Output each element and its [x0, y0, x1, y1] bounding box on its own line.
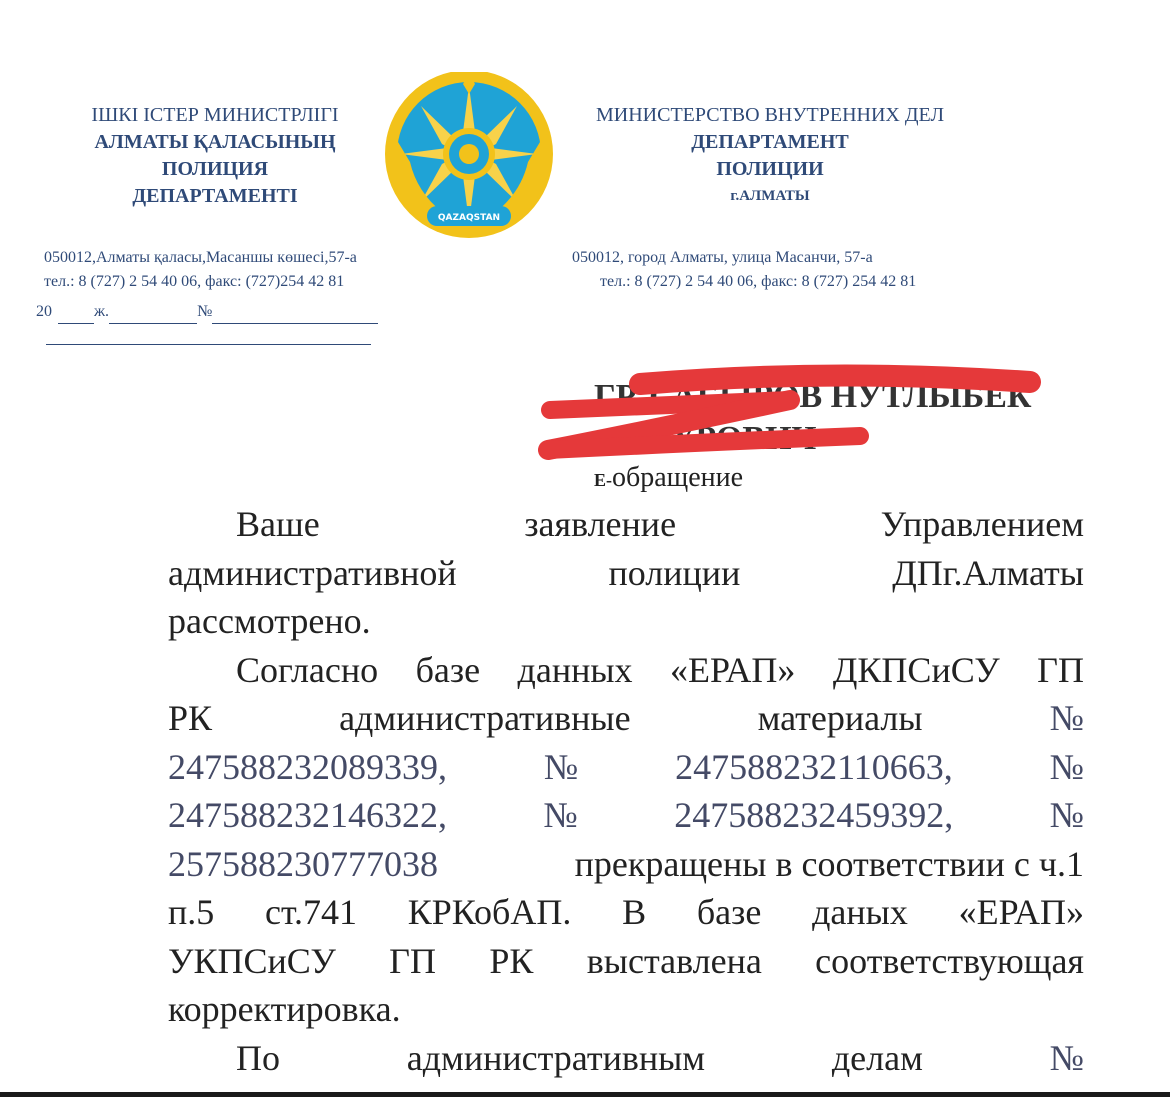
address-left — [44, 246, 357, 294]
p1-word-5: полиции — [608, 552, 741, 593]
p2-word-admin: административные — [339, 698, 631, 738]
header-right-city: г.АЛМАТЫ — [730, 188, 810, 204]
p1-line2 — [168, 549, 1084, 598]
p2-line3 — [168, 743, 1084, 792]
p3-word-1: По — [236, 1037, 280, 1078]
p2-line8: корректировка. — [168, 989, 401, 1029]
registry-number-sign: № — [197, 303, 213, 320]
header-right-department: ДЕПАРТАМЕНТ — [691, 131, 849, 153]
recipient-name-line1: ГР. САБЫРОВ НУТЛЫБЕК — [594, 378, 1032, 415]
emblem-caption: QAZAQSTAN — [437, 213, 501, 223]
p2-word-rk: РК — [168, 698, 213, 738]
p3-word-3: делам — [831, 1037, 923, 1078]
address-left-street: 050012,Алматы қаласы,Масаншы көшесі,57-а — [44, 249, 357, 266]
p3-line1 — [168, 1034, 1084, 1083]
header-right — [560, 102, 980, 210]
recipient-type-label: обращение — [612, 462, 744, 493]
redaction-scribble — [530, 360, 1050, 470]
p2-line5 — [168, 840, 1084, 889]
header-left-ministry: ІШКІ ІСТЕР МИНИСТРЛІГІ — [91, 104, 339, 126]
p2-num-sign-4: № — [543, 795, 578, 835]
p3-num-sign: № — [1049, 1037, 1084, 1078]
header-left-department: ДЕПАРТАМЕНТІ — [132, 185, 298, 207]
p1-line3: рассмотрено. — [168, 601, 371, 641]
address-right-phone: тел.: 8 (727) 2 54 40 06, факс: 8 (727) 254 42 81 — [600, 273, 917, 290]
p1-word-4: административной — [168, 552, 457, 593]
p3-word-2: административным — [406, 1037, 706, 1078]
registry-number-blank — [212, 307, 378, 324]
p1-word-6: ДПг.Алматы — [892, 552, 1084, 593]
address-right-street: 050012, город Алматы, улица Масанчи, 57-а — [572, 249, 873, 266]
p1-line1 — [168, 500, 1084, 549]
header-left-police: ПОЛИЦИЯ — [161, 158, 269, 180]
recipient-type-prefix: Е- — [594, 470, 612, 490]
address-right — [572, 246, 916, 294]
registry-year-prefix: 20 — [36, 303, 52, 320]
p2-num-sign-5: № — [1049, 795, 1084, 835]
p2-num-sign-2: № — [543, 746, 579, 787]
recipient-type — [594, 462, 743, 494]
header-left-city: АЛМАТЫ ҚАЛАСЫНЫҢ — [94, 131, 336, 153]
page-crop-edge — [0, 1092, 1170, 1097]
header-left — [40, 102, 390, 210]
p1-word-2: заявление — [524, 504, 677, 544]
p2-terminated-text: прекращены в соответствии с ч.1 — [574, 843, 1084, 884]
p2-line1: Согласно базе данных «ЕРАП» ДКПСиСУ ГП — [236, 649, 1084, 690]
p1-word-3: Управлением — [880, 504, 1084, 544]
header-right-police: ПОЛИЦИИ — [716, 158, 824, 180]
p1-word-1: Ваше — [236, 504, 320, 544]
case-number-5: 257588230777038 — [168, 843, 438, 884]
case-number-4: 247588232459392, — [674, 795, 954, 835]
case-number-1: 247588232089339, — [168, 746, 447, 787]
address-left-phone: тел.: 8 (727) 2 54 40 06, факс: (727)254 42 81 — [44, 273, 345, 290]
case-number-3: 247588232146322, — [168, 795, 447, 835]
p2-word-materials: материалы — [757, 698, 923, 738]
registry-line — [36, 300, 378, 324]
p2-line2 — [168, 694, 1084, 743]
p2-num-sign-1: № — [1049, 698, 1084, 738]
header-right-ministry: МИНИСТЕРСТВО ВНУТРЕННИХ ДЕЛ — [595, 104, 945, 126]
p2-num-sign-3: № — [1049, 746, 1084, 787]
registry-date-blank — [109, 307, 197, 324]
letter-body — [168, 500, 1084, 1082]
registry-underline — [46, 344, 371, 345]
state-emblem — [372, 72, 566, 242]
registry-year-blank — [58, 307, 94, 324]
recipient-name-line2: НУРОВИЧ — [644, 420, 817, 457]
case-number-2: 247588232110663, — [675, 746, 953, 787]
registry-year-suffix: ж. — [94, 303, 110, 320]
p2-line6: п.5 ст.741 КРКобАП. В базе даных «ЕРАП» — [168, 892, 1084, 932]
p2-line4 — [168, 791, 1084, 840]
p2-line7: УКПСиСУ ГП РК выставлена соответствующая — [168, 940, 1084, 981]
